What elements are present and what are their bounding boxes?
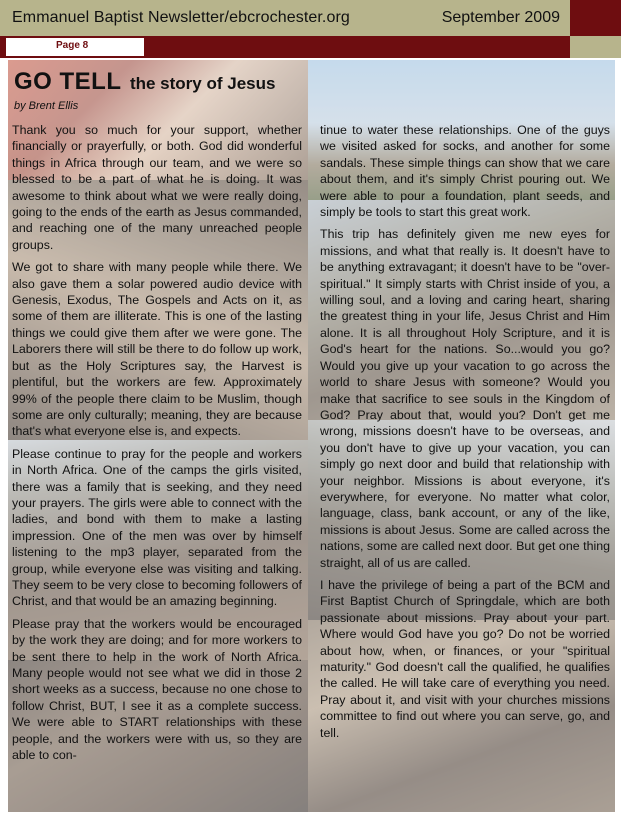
article-title bbox=[14, 68, 275, 96]
paragraph: Please pray that the workers would be encouraged by the work they are doing; and for more workers to be sent there to help in the work of North Africa. Many people would not see what we did in those 2 short weeks as a success, because no one chose to follow Christ, BUT, I see it as a complete success. We were able to START relationships with these people, and the workers were with us, so they are able to con- bbox=[12, 616, 302, 763]
paragraph: Please continue to pray for the people and workers in North Africa. One of the camps the girls visited, there was a family that is seeking, and they need your prayers. The girls were able to connect with the ladies, and bond with them to make a lasting impression. One of the men was over by himself listening to the mp3 player, separated from the group, while everyone else was visiting and talking. They seem to be very close to becoming followers of Christ, and that would be an amazing beginning. bbox=[12, 446, 302, 609]
page-number-tab bbox=[6, 38, 144, 56]
page-number: Page 8 bbox=[56, 40, 89, 51]
paragraph: We got to share with many people while there. We also gave them a solar powered audio device with Genesis, Exodus, The Gospels and Acts on it, as some of them are illiterate. This is one of the lasting things we could give them after we were gone. The Laborers there will still be there to do follow up work, but as the Holy Scriptures say, the Harvest is plentiful, but the workers are few. Approximately 99% of the people there claim to be Muslim, though some are only culturally; meaning, they are because that's what everyone else is, and expects. bbox=[12, 260, 302, 439]
issue-date: September 2009 bbox=[441, 9, 560, 26]
subbar-corner-block bbox=[570, 36, 621, 58]
paragraph: tinue to water these relationships. One of the guys we visited asked for socks, and another for some sandals. These simple things can show that we care about them, and it's simply Christ pouring out. We were able to pour a foundation, plant seeds, and simply be tools to start this great work. bbox=[320, 123, 610, 220]
newsletter-header bbox=[0, 0, 570, 37]
article-right-column bbox=[320, 122, 610, 747]
header-corner-block bbox=[570, 0, 621, 36]
article-title-main: GO TELL bbox=[14, 68, 122, 95]
article-byline: by Brent Ellis bbox=[14, 100, 79, 112]
article-title-sub: the story of Jesus bbox=[129, 74, 276, 93]
paragraph: This trip has definitely given me new eyes for missions, and what that really is. It doesn't have to be anything extravagant; it doesn't have to be "over-spiritual." It simply starts with Christ inside of you, a willing soul, and a loving and caring heart, sharing the greatest thing in your life, Jesus Christ and Him alone. It is all throughout Holy Scripture, and it is God's heart for the nations. So...would you go? Would you give up your vacation to go across the world to share Jesus with someone? Would you make that sacrifice to see souls in the Kingdom of God? Pray about that, would you? Don't get me wrong, missions doesn't have to be overseas, and you don't have to give up your vacation, you can simply go next door and build that relationship with your neighbor. Missions is about everyone, it's everywhere, for everyone. No matter what color, language, class, bank account, or any of the like, missions is about Jesus. Some are called across the nations, some are called next door. But get one thing straight, all of us are called. bbox=[320, 227, 610, 570]
article-left-column bbox=[12, 122, 302, 769]
paragraph: I have the privilege of being a part of the BCM and First Baptist Church of Springdale, which are both passionate about missions. Pray about your part. Where would God have you go? Do not be worried about how, when, or finances, or your "spiritual maturity." God doesn't call the qualified, he qualifies the called. He will take care of everything you need. Pray about it, and visit with your churches missions committee to find out where you can serve, go, and tell. bbox=[320, 577, 610, 740]
paragraph: Thank you so much for your support, whether financially or prayerfully, or both. God did wonderful things in Africa through our team, and we were so blessed to be a part of what he is doing. It was awesome to think about what we were really doing, going to the ends of the earth as Jesus commanded, and reaching one of the many unreached people groups. bbox=[12, 123, 302, 252]
article bbox=[8, 60, 615, 812]
newsletter-title: Emmanuel Baptist Newsletter/ebcrochester.org bbox=[12, 9, 350, 26]
